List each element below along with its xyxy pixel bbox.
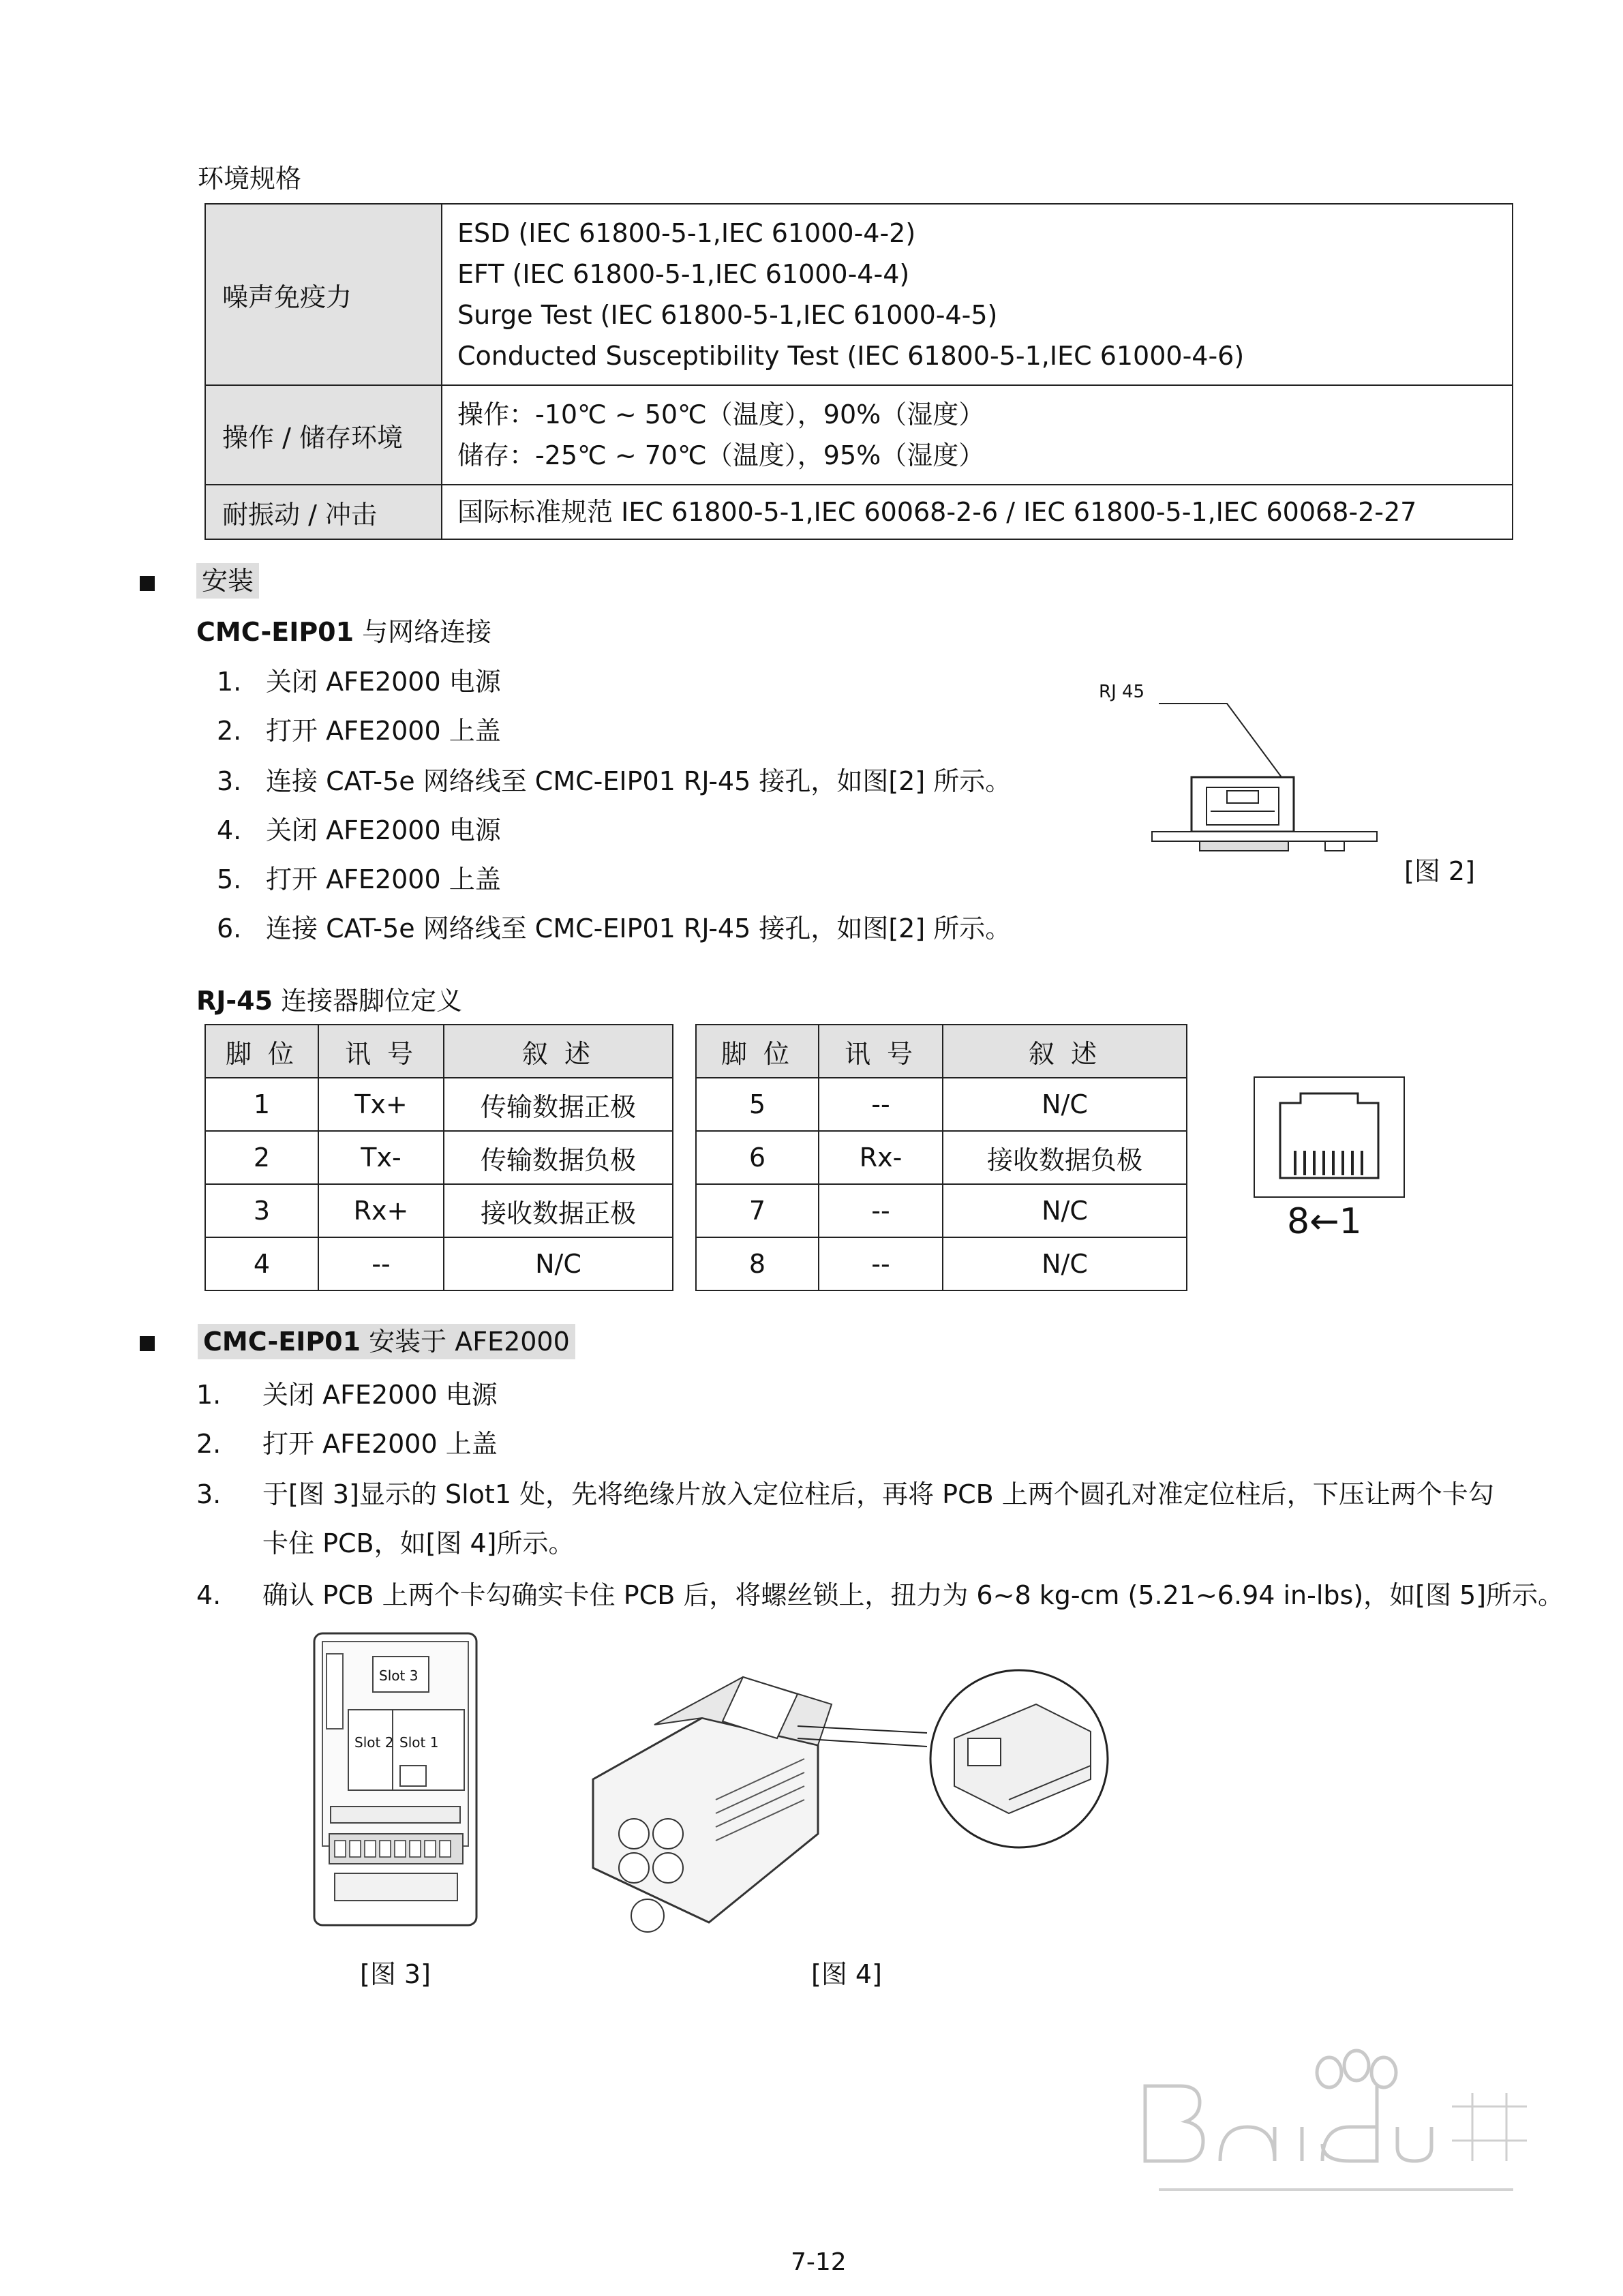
cell: Tx-	[318, 1131, 444, 1184]
row-line: EFT (IEC 61800-5-1,IEC 61000-4-4)	[457, 259, 910, 289]
cell: 4	[205, 1237, 318, 1290]
list-item-num: 3.	[196, 1479, 222, 1509]
list-item: 连接 CAT-5e 网络线至 CMC-EIP01 RJ-45 接孔，如图[2] 所示。	[266, 913, 1012, 943]
fig3-slot2-label: Slot 2	[354, 1734, 394, 1751]
col-header: 脚 位	[205, 1025, 318, 1078]
col-header: 讯 号	[318, 1025, 444, 1078]
cell: Rx+	[318, 1184, 444, 1237]
cell: --	[318, 1237, 444, 1290]
cell: 传输数据负极	[444, 1131, 673, 1184]
table-row	[205, 1078, 673, 1131]
col-header: 脚 位	[696, 1025, 819, 1078]
install-subtitle: CMC-EIP01 与网络连接	[196, 617, 492, 647]
row-line: Surge Test (IEC 61800-5-1,IEC 61000-4-5)	[457, 300, 998, 330]
page-number: 7-12	[791, 2248, 847, 2276]
cell: --	[819, 1237, 943, 1290]
list-item-num: 1.	[217, 667, 242, 697]
list-item: 关闭 AFE2000 电源	[262, 1380, 498, 1410]
pin-table-left	[204, 1024, 673, 1291]
list-item: 关闭 AFE2000 电源	[266, 667, 501, 697]
cell: N/C	[943, 1184, 1187, 1237]
table-row	[205, 204, 1513, 385]
env-spec-table	[204, 203, 1513, 540]
cell: Tx+	[318, 1078, 444, 1131]
fig2-caption: [图 2]	[1404, 856, 1475, 886]
cell: 1	[205, 1078, 318, 1131]
table-row	[696, 1131, 1187, 1184]
list-item-num: 6.	[217, 913, 242, 943]
list-item: 连接 CAT-5e 网络线至 CMC-EIP01 RJ-45 接孔，如图[2] 所示。	[266, 766, 1012, 796]
row-line: 操作：-10℃ ~ 50℃（温度），90%（湿度）	[457, 399, 985, 429]
list-item-continuation: 卡住 PCB，如[图 4]所示。	[262, 1528, 575, 1558]
cell: 5	[696, 1078, 819, 1131]
table-header	[696, 1025, 1187, 1078]
list-item-num: 5.	[217, 864, 242, 894]
list-item: 打开 AFE2000 上盖	[266, 716, 501, 746]
list-item-num: 3.	[217, 766, 242, 796]
rj45-port-icon	[1253, 1076, 1407, 1198]
watermark-logo	[1118, 2045, 1554, 2222]
table-row	[696, 1184, 1187, 1237]
fig3-caption: [图 3]	[360, 1959, 431, 1989]
list-item-num: 2.	[196, 1429, 222, 1459]
rj45-board-figure	[1145, 675, 1391, 879]
cell: 6	[696, 1131, 819, 1184]
col-header: 叙 述	[943, 1025, 1187, 1078]
fig2-label: RJ 45	[1099, 682, 1145, 702]
table-header	[205, 1025, 673, 1078]
fig3-slot1-label: Slot 1	[399, 1734, 439, 1751]
cell: 传输数据正极	[444, 1078, 673, 1131]
row-label: 耐振动 / 冲击	[205, 485, 442, 539]
table-row	[696, 1237, 1187, 1290]
row-label: 噪声免疫力	[205, 204, 442, 385]
cell: 8	[696, 1237, 819, 1290]
list-item: 打开 AFE2000 上盖	[266, 864, 501, 894]
mount-heading: CMC-EIP01 安装于 AFE2000	[198, 1324, 575, 1359]
env-spec-title: 环境规格	[198, 164, 302, 194]
cell: Rx-	[819, 1131, 943, 1184]
pin-order-label: 8←1	[1287, 1201, 1362, 1242]
list-item: 于[图 3]显示的 Slot1 处，先将绝缘片放入定位柱后，再将 PCB 上两个圆孔对准定位柱后，下压让两个卡勾	[262, 1479, 1494, 1509]
table-row	[205, 385, 1513, 485]
table-row	[205, 485, 1513, 539]
table-row	[205, 1131, 673, 1184]
list-item-num: 1.	[196, 1380, 222, 1410]
row-line: 国际标准规范 IEC 61800-5-1,IEC 60068-2-6 / IEC 61800-5-1,IEC 60068-2-27	[457, 497, 1417, 527]
fig4-install-diagram	[573, 1663, 1118, 1963]
table-row	[696, 1078, 1187, 1131]
list-item: 确认 PCB 上两个卡勾确实卡住 PCB 后，将螺丝锁上，扭力为 6~8 kg-cm (5.21~6.94 in-lbs)，如[图 5]所示。	[262, 1580, 1564, 1610]
row-label: 操作 / 储存环境	[205, 385, 442, 485]
col-header: 讯 号	[819, 1025, 943, 1078]
list-item-num: 4.	[217, 815, 242, 845]
table-row	[205, 1237, 673, 1290]
cell: N/C	[943, 1078, 1187, 1131]
cell: 接收数据正极	[444, 1184, 673, 1237]
list-item: 打开 AFE2000 上盖	[262, 1429, 498, 1459]
cell: 7	[696, 1184, 819, 1237]
cell: N/C	[444, 1237, 673, 1290]
col-header: 叙 述	[444, 1025, 673, 1078]
row-line: 储存：-25℃ ~ 70℃（温度），95%（湿度）	[457, 440, 985, 470]
bullet-square-icon	[140, 1336, 155, 1351]
fig3-slot3-label: Slot 3	[379, 1667, 419, 1684]
cell: 接收数据负极	[943, 1131, 1187, 1184]
row-line: ESD (IEC 61800-5-1,IEC 61000-4-2)	[457, 218, 916, 248]
rj45-title: RJ-45 连接器脚位定义	[196, 986, 463, 1016]
cell: --	[819, 1184, 943, 1237]
fig4-caption: [图 4]	[811, 1959, 882, 1989]
list-item-num: 2.	[217, 716, 242, 746]
cell: N/C	[943, 1237, 1187, 1290]
cell: --	[819, 1078, 943, 1131]
bullet-square-icon	[140, 576, 155, 591]
table-row	[205, 1184, 673, 1237]
list-item-num: 4.	[196, 1580, 222, 1610]
cell: 3	[205, 1184, 318, 1237]
list-item: 关闭 AFE2000 电源	[266, 815, 501, 845]
install-heading: 安装	[196, 563, 259, 599]
cell: 2	[205, 1131, 318, 1184]
row-line: Conducted Susceptibility Test (IEC 61800-5-1,IEC 61000-4-6)	[457, 341, 1245, 371]
pin-table-right	[695, 1024, 1187, 1291]
